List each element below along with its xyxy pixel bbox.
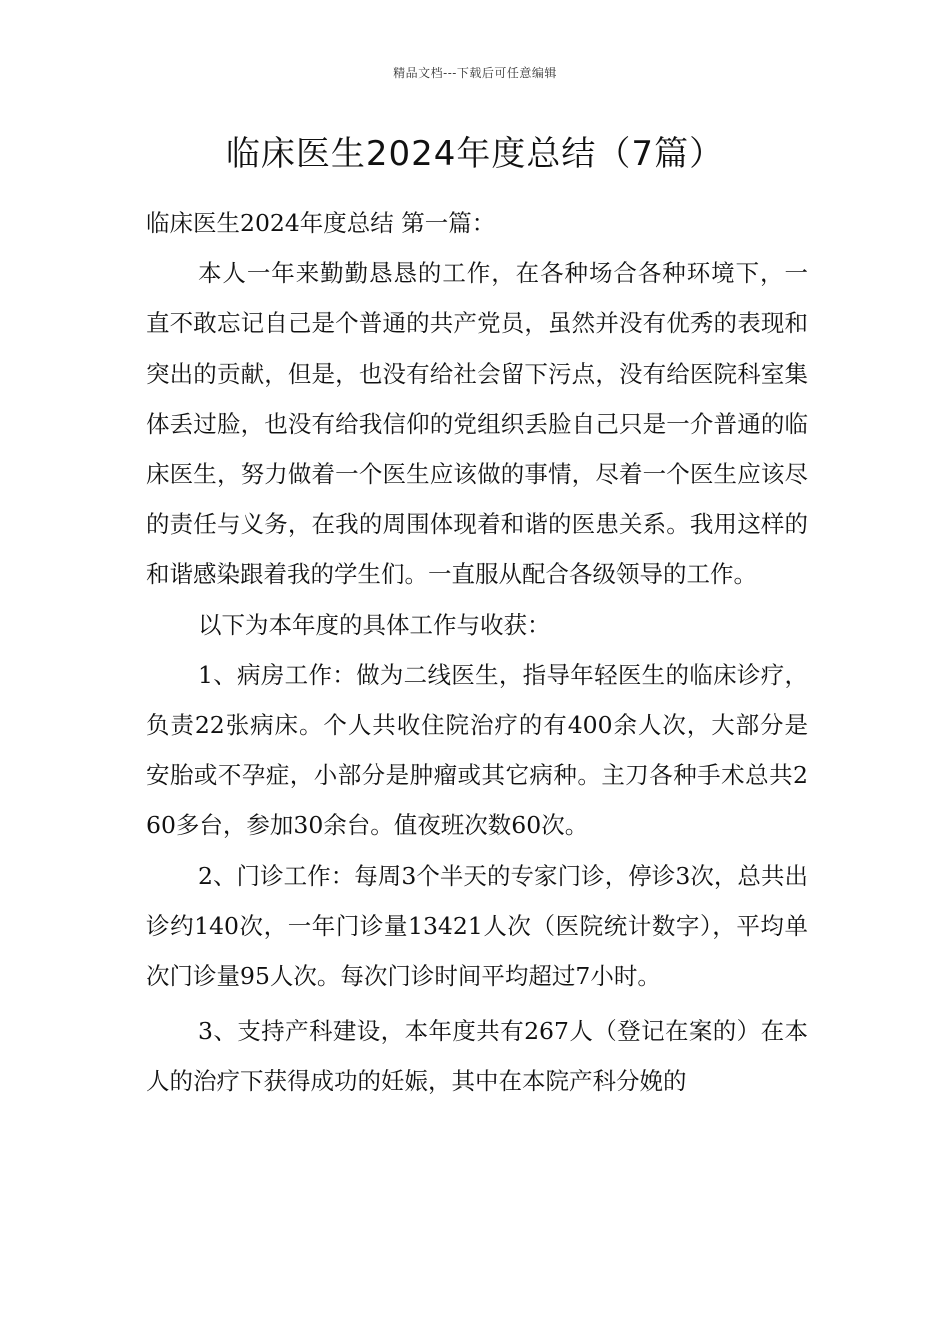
paragraph-summary-lead: 以下为本年度的具体工作与收获： <box>198 610 551 639</box>
document-body <box>146 198 808 1107</box>
header-note: 精品文档---下载后可任意编辑 <box>393 66 557 80</box>
paragraph-outpatient-work: 2、门诊工作：每周3个半天的专家门诊，停诊3次，总共出诊约140次，一年门诊量13421人次（医院统计数字），平均单次门诊量95人次。每次门诊时间平均超过7小时。 <box>146 861 808 991</box>
paragraph-ward-work: 1、病房工作：做为二线医生，指导年轻医生的临床诊疗，负责22张病床。个人共收住院治疗的有400余人次，大部分是安胎或不孕症，小部分是肿瘤或其它病种。主刀各种手术总共260多台，参加30余台。值夜班次数60次。 <box>146 660 808 840</box>
document-title: 临床医生2024年度总结（7篇） <box>225 134 725 174</box>
section-heading: 临床医生2024年度总结 第一篇： <box>146 209 496 237</box>
paragraph-intro: 本人一年来勤勤恳恳的工作，在各种场合各种环境下，一直不敢忘记自己是个普通的共产党员，虽然并没有优秀的表现和突出的贡献，但是，也没有给社会留下污点，没有给医院科室集体丢过脸，也没有给我信仰的党组织丢脸自己只是一介普通的临床医生，努力做着一个医生应该做的事情，尽着一个医生应该尽的责任与义务，在我的周围体现着和谐的医患关系。我用这样的和谐感染跟着我的学生们。一直服从配合各级领导的工作。 <box>146 259 808 589</box>
paragraph-obstetrics-support: 3、支持产科建设，本年度共有267人（登记在案的）在本人的治疗下获得成功的妊娠，其中在本院产科分娩的 <box>146 1017 808 1096</box>
